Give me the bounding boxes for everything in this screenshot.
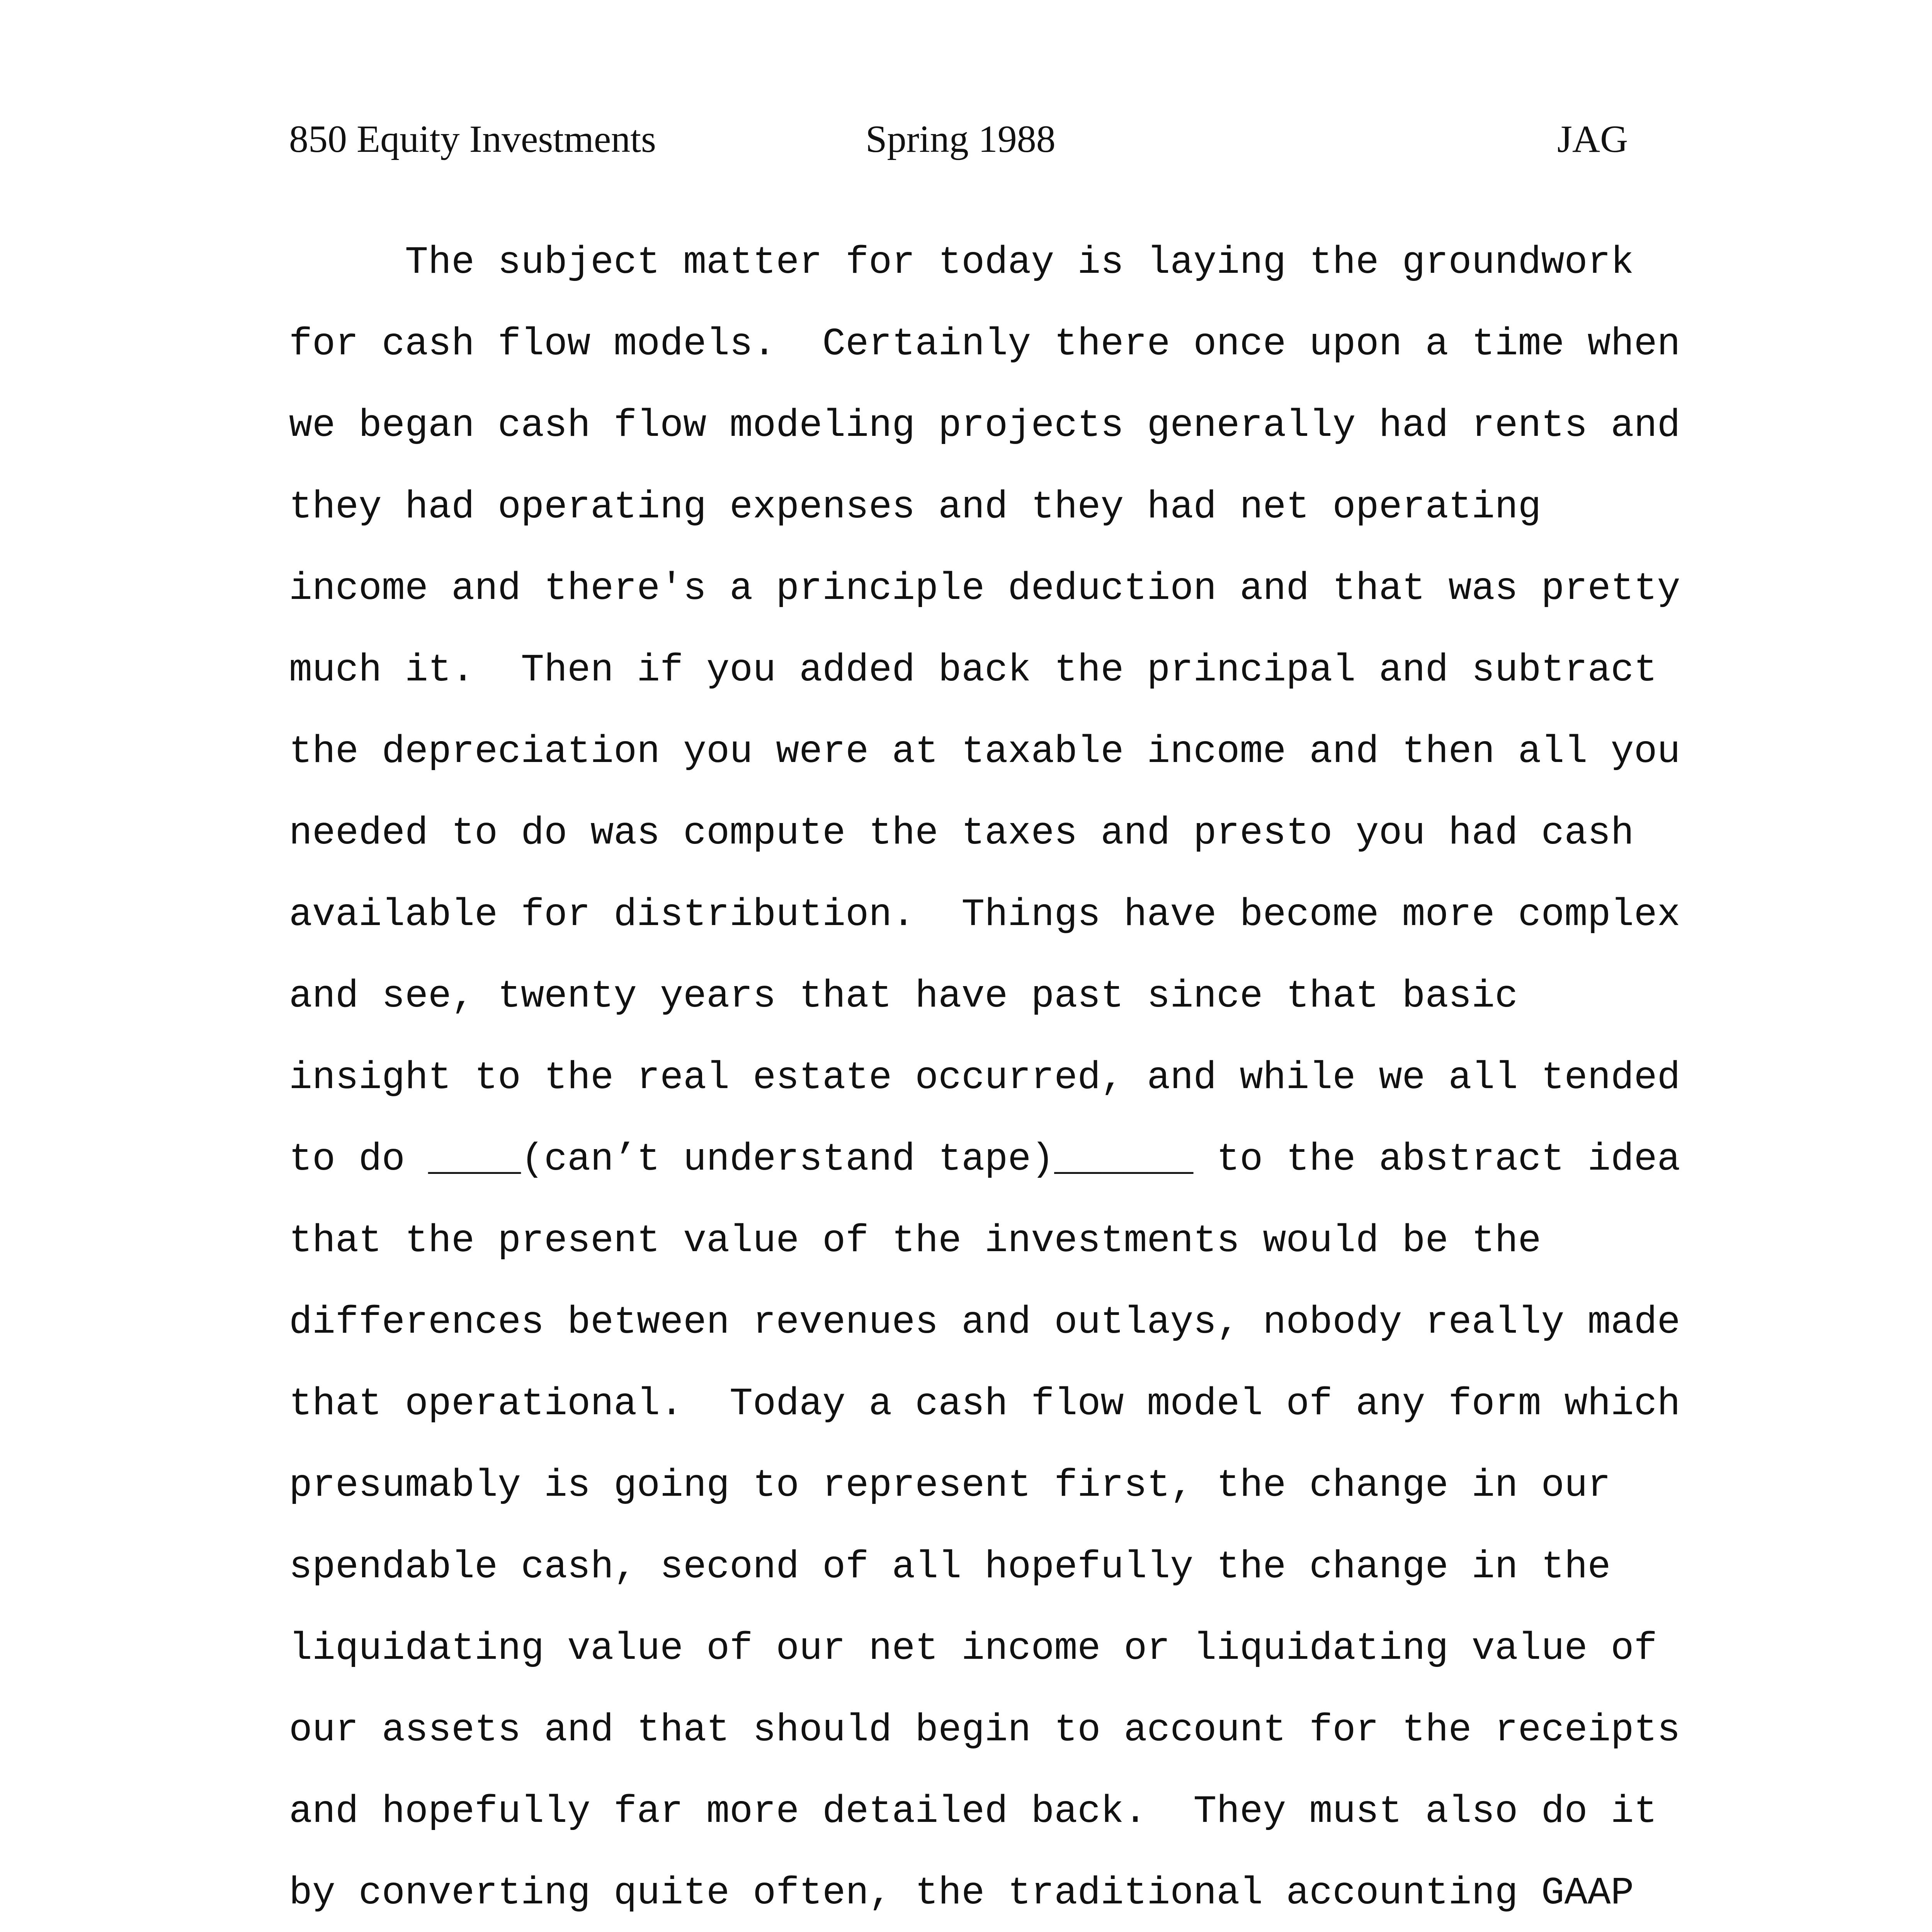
- text-line: available for distribution. Things have become more complex: [289, 893, 1680, 937]
- text-line: and hopefully far more detailed back. They must also do it: [289, 1790, 1657, 1834]
- text-line: they had operating expenses and they had net operating: [289, 486, 1541, 529]
- text-line: presumably is going to represent first, the change in our: [289, 1464, 1611, 1508]
- text-line: The subject matter for today is laying the groundwork: [289, 241, 1634, 285]
- text-line: and see, twenty years that have past since that basic: [289, 975, 1518, 1019]
- text-line: needed to do was compute the taxes and presto you had cash: [289, 812, 1634, 855]
- header-course-title: 850 Equity Investments: [289, 117, 656, 160]
- text-line: spendable cash, second of all hopefully the change in the: [289, 1546, 1611, 1589]
- page-header: [0, 112, 1932, 166]
- header-term: Spring 1988: [866, 117, 1056, 160]
- transcript-body: [289, 222, 1719, 1932]
- text-line: for cash flow models. Certainly there once upon a time when: [289, 323, 1680, 366]
- text-line: the depreciation you were at taxable income and then all you: [289, 730, 1680, 774]
- text-line: our assets and that should begin to account for the receipts: [289, 1709, 1680, 1752]
- text-line: differences between revenues and outlays, nobody really made: [289, 1301, 1680, 1345]
- text-line: insight to the real estate occurred, and while we all tended: [289, 1056, 1680, 1100]
- text-line: that the present value of the investments would be the: [289, 1219, 1541, 1263]
- text-line: liquidating value of our net income or liquidating value of: [289, 1627, 1657, 1671]
- header-initials: JAG: [1557, 117, 1628, 160]
- text-line: we began cash flow modeling projects generally had rents and: [289, 404, 1680, 448]
- text-line: that operational. Today a cash flow model of any form which: [289, 1383, 1680, 1426]
- text-line: by converting quite often, the traditional accounting GAAP: [289, 1872, 1634, 1915]
- text-line: much it. Then if you added back the principal and subtract: [289, 649, 1657, 692]
- text-line: to do ____(can’t understand tape)______ to the abstract idea: [289, 1138, 1680, 1182]
- text-line: income and there's a principle deduction and that was pretty: [289, 567, 1680, 611]
